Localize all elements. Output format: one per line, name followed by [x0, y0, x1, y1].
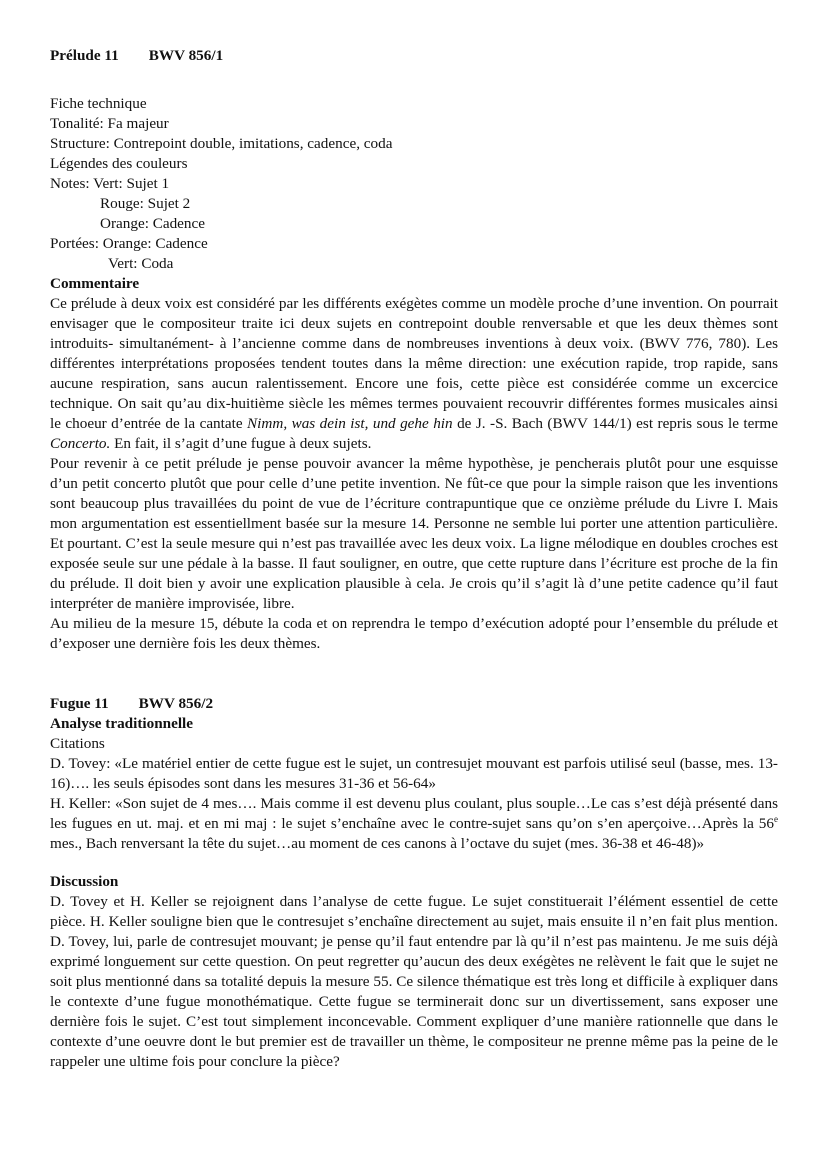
citations-label: Citations — [50, 735, 105, 752]
fiche-line: Notes: Vert: Sujet 1 — [50, 175, 170, 192]
fiche-line: Orange: Cadence — [100, 215, 205, 232]
cantata-title: Nimm, was dein ist, und gehe hin — [247, 415, 453, 432]
discussion-heading: Discussion — [50, 873, 119, 890]
commentaire-paragraph-2: Pour revenir à ce petit prélude je pense pouvoir avancer la même hypothèse, je pencherais plutôt pour une esquisse d’un petit concerto plutôt que pour celle d’une petite invention. Ne fût-ce que pour la simple raison que les inventions sont beaucoup plus travaillées du point de vue de l’écriture contrapuntique que ce onzième prélude du Livre I. Mais mon argumentation est essentiellment basée sur la mesure 14. Personne ne semble lui porter une attention particulière. Et pourtant. C’est la seule mesure qui n’est pas travaillée avec les deux voix. La ligne mélodique en doubles croches est exposée seule sur une pédale à la basse. Il faut souligner, en outre, que cette rupture dans l’écriture est proche de la fin du prélude. Il doit bien y avoir une explication plausible à cela. Je crois qu’il s’agit là d’une petite cadence qu’il faut interpréter de manière improvisée, libre. — [50, 455, 778, 612]
fiche-line: Rouge: Sujet 2 — [100, 195, 191, 212]
commentaire-heading: Commentaire — [50, 275, 140, 292]
concerto-term: Concerto. — [50, 435, 111, 452]
fugue-title: Fugue 11 — [50, 695, 109, 712]
analyse-heading: Analyse traditionnelle — [50, 715, 194, 732]
document-page — [50, 46, 778, 1072]
discussion-paragraph: D. Tovey et H. Keller se rejoignent dans l’analyse de cette fugue. Le sujet constituerait l’élément essentiel de cette pièce. H. Keller souligne bien que le contresujet s’enchaîne directement au sujet, mais ensuite il n’en fait plus mention. D. Tovey, lui, parle de contresujet mouvant; je pense qu’il faut entendre par là qu’il n’est pas maintenu. Je me suis déjà exprimé longuement sur cette question. On peut regretter qu’aucun des deux exégètes ne relèvent le fait que le sujet ne soit plus mentionné dans sa totalité depuis la mesure 55. Ce silence thématique est très long et difficile à expliquer dans le contexte d’une fugue monothématique. Cette fugue se terminerait donc sur un divertissement, sans exposer une dernière fois le sujet. C’est tout simplement inconcevable. Comment expliquer d’une manière rationnelle que dans le contexte d’une oeuvre dont le but premier est de travailler un thème, le compositeur ne prenne même pas la peine de le rappeler une ultime fois pour conclure la pièce? — [50, 893, 778, 1070]
tovey-quote: D. Tovey: «Le matériel entier de cette fugue est le sujet, un contresujet mouvant est parfois utilisé seul (basse, mes. 13-16)…. les seuls épisodes sont dans les mesures 31-36 et 56-64» — [50, 755, 778, 792]
commentaire-paragraph-3: Au milieu de la mesure 15, débute la coda et on reprendra le tempo d’exécution adopté pour l’ensemble du prélude et d’exposer une dernière fois les deux thèmes. — [50, 615, 778, 652]
fiche-technique — [50, 94, 778, 274]
fiche-line: Fiche technique — [50, 95, 147, 112]
prelude-heading — [50, 46, 778, 66]
fiche-line: Tonalité: Fa majeur — [50, 115, 169, 132]
fiche-line: Structure: Contrepoint double, imitations, cadence, coda — [50, 135, 393, 152]
prelude-bwv: BWV 856/1 — [148, 47, 224, 64]
keller-quote: H. Keller: «Son sujet de 4 mes…. Mais comme il est devenu plus coulant, plus souple…Le cas s’est déjà présenté dans les fugues en ut. maj. et en mi maj : le sujet s’enchaîne avec le contre-sujet sans qu’on s’en aperçoive…Après la 56e mes., Bach renversant la tête du sujet…au moment de ces canons à l’octave du sujet (mes. 36-38 et 46-48)» — [50, 795, 778, 852]
commentaire-paragraph-1: Ce prélude à deux voix est considéré par les différents exégètes comme un modèle proche d’une invention. On pourrait envisager que le compositeur traite ici deux sujets en contrepoint double renversable et que les deux thèmes sont introduits- simultanément- à l’ancienne comme dans de nombreuses inventions à deux voix. (BWV 776, 780). Les différentes interprétations proposées tendent toutes dans la même direction: une exécution rapide, trop rapide, sans aucune respiration, sans aucun ralentissement. Encore une fois, cette pièce est considérée comme un excercice technique. On sait qu’au dix-huitième siècle les mêmes termes pouvaient recouvrir différentes formes musicales ainsi le choeur d’entrée de la cantate Nimm, was dein ist, und gehe hin de J. -S. Bach (BWV 144/1) est repris sous le terme Concerto. En fait, il s’agit d’une fugue à deux sujets. — [50, 295, 778, 452]
prelude-title: Prélude 11 — [50, 47, 119, 64]
fiche-line: Vert: Coda — [108, 255, 174, 272]
fiche-line: Légendes des couleurs — [50, 155, 188, 172]
fugue-bwv: BWV 856/2 — [138, 695, 214, 712]
fugue-heading — [50, 694, 778, 714]
fiche-line: Portées: Orange: Cadence — [50, 235, 208, 252]
